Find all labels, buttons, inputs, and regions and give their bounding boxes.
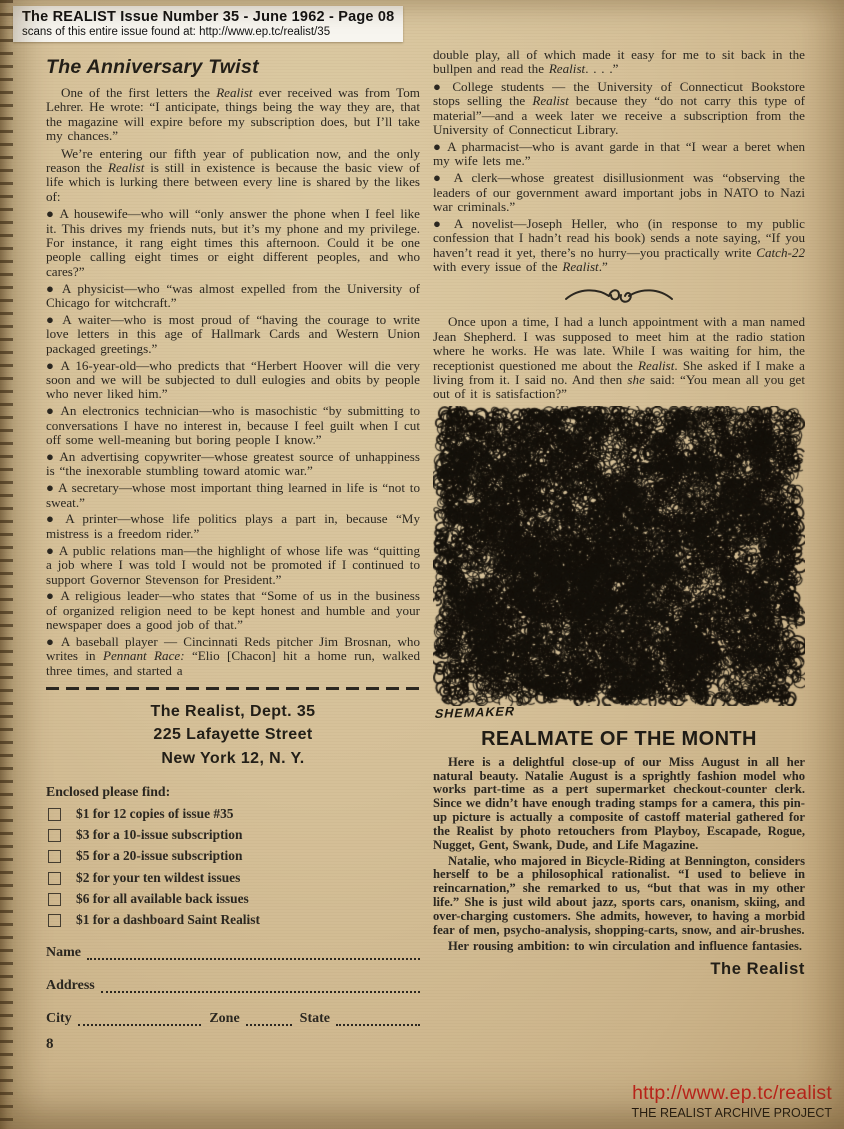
zone-fill-line: [246, 1012, 292, 1026]
magazine-signature: The Realist: [710, 959, 805, 978]
address-field-row: [46, 978, 420, 994]
address-fill-line: [101, 979, 420, 993]
archive-footer: [631, 1082, 832, 1120]
right-column: [433, 48, 805, 979]
scan-binding-edge: [0, 0, 13, 1129]
bullet-item: ● A baseball player — Cincinnati Reds pitcher Jim Brosnan, who writes in Pennant Race: “Elio [Chacon] hit a home run, walked three times, and started a: [46, 634, 421, 678]
bullet-item: ● An electronics technician—who is masochistic “by submitting to conversations I have no interest in, because I feel guilt when I cut off some well-meaning but boring people I know.”: [46, 403, 420, 447]
state-label: State: [299, 1010, 330, 1026]
coupon-cut-line: [46, 687, 420, 690]
coupon-option-list: [46, 807, 420, 928]
bullet-item: ● A novelist—Joseph Heller, who (in response to my public confession that I hadn’t read his book) sends a note saying, “If you haven’t read it yet, there’s no hurry—you practically write Catch-22 with every issue of the Realist.”: [433, 215, 805, 274]
coupon-option: [46, 807, 420, 822]
coupon-address: [46, 700, 420, 770]
checkbox-icon: [48, 850, 61, 863]
realmate-paragraph: Natalie, who majored in Bicycle-Riding at Bennington, considers herself to be a philosophical rationalist. “I used to believe in reincarnation,” she remarked to us, “but that was in my other life.” She is just wild about jazz, sports cars, onanism, skiing, and over-charging customers. She admits, however, to having a morbid fear of men, psycho-analysis, shopping-carts, snow, and air-brushes.: [433, 853, 805, 937]
checkbox-icon: [48, 914, 61, 927]
page-number: 8: [46, 1035, 54, 1052]
zone-label: Zone: [209, 1010, 240, 1026]
address-label: Address: [46, 977, 95, 993]
scribble-illustration: [433, 406, 805, 721]
bullet-item: ● College students — the University of Connecticut Bookstore stops selling the Realist because they “do not carry this type of material”—and a week later we receive a subscription from the University of Connecticut Library.: [433, 78, 805, 137]
realmate-paragraph: Here is a delightful close-up of our Miss August in all her natural beauty. Natalie August is a sprightly fashion model who works part-time as a pert supermarket checkout-counter clerk. Since we didn’t have enough trading stamps for a camera, this pin-up picture is actually a composite of castoff material gathered for the Realist by photo retouchers from Playboy, Escapade, Rogue, Nugget, Gent, Swank, Dude, and Life Magazine.: [433, 754, 805, 852]
bullet-item: ● A printer—whose life politics plays a part in, because “My mistress is a freedom rider.”: [46, 511, 420, 541]
continuation-paragraph: double play, all of which made it easy for me to sit back in the bullpen and read the Realist. . . .”: [433, 47, 805, 77]
checkbox-icon: [48, 808, 61, 821]
coupon-option: [46, 913, 420, 928]
article-paragraph: We’re entering our fifth year of publication now, and the only reason the Realist is still in existence is because the basic view of life which is lurking there between every line is shared by the likes of:: [46, 145, 420, 204]
bullet-item: ● A 16-year-old—who predicts that “Herbert Hoover will die very soon and we will be subjected to dull eulogies and obits by people who never liked him.”: [46, 357, 420, 402]
banner-scan-url: scans of this entire issue found at: http://www.ep.tc/realist/35: [22, 26, 331, 38]
bullet-item: ● A housewife—who will “only answer the phone when I feel like it. This drives my friends nuts, but it’s my phone and my privilege. For instance, it rang eight times this afternoon. Could it be one people calling eight times or eight different peoples, and who cares?”: [46, 206, 420, 279]
checkbox-icon: [48, 893, 61, 906]
coupon-option-label: $2 for your ten wildest issues: [76, 869, 241, 885]
city-zone-state-row: [46, 1011, 420, 1027]
bullet-item: ● A waiter—who is most proud of “having the courage to write love letters in this age of Hallmark Cards and Western Union packaged greetings.”: [46, 311, 420, 356]
right-bullet-list: [433, 80, 805, 275]
left-column: [46, 56, 420, 1053]
subscription-coupon: [46, 687, 420, 1026]
coupon-option-label: $5 for a 20-issue subscription: [76, 848, 243, 864]
coupon-option: [46, 871, 420, 886]
realmate-paragraph: Her rousing ambition: to win circulation and influence fantasies.: [448, 938, 803, 953]
coupon-address-line: 225 Lafayette Street: [153, 726, 313, 744]
article-paragraph: One of the first letters the Realist ever received was from Tom Lehrer. He wrote: “I anticipate, things being the way they are, that the magazine will expire before my subscription does, but I’ll take my chances.”: [46, 85, 420, 144]
coupon-address-line: The Realist, Dept. 35: [150, 703, 316, 721]
article-title: The Anniversary Twist: [46, 56, 259, 78]
coupon-address-line: New York 12, N. Y.: [161, 749, 305, 767]
coupon-intro: Enclosed please find:: [46, 783, 171, 799]
name-fill-line: [87, 946, 420, 960]
coupon-option: [46, 892, 420, 907]
checkbox-icon: [48, 872, 61, 885]
coupon-option: [46, 828, 420, 843]
scribble-canvas: [433, 406, 805, 706]
state-fill-line: [336, 1012, 420, 1026]
city-fill-line: [78, 1012, 202, 1026]
name-label: Name: [46, 944, 81, 960]
name-field-row: [46, 945, 420, 961]
anecdote-paragraph: Once upon a time, I had a lunch appointment with a man named Jean Shepherd. I was supposed to meet him at the radio station where he works. He was late. While I was waiting for him, the receptionist questioned me about the Realist. She asked if I make a living from it. I said no. And then she said: “You mean all you get out of it is satisfaction?”: [433, 314, 806, 402]
archive-project-label: THE REALIST ARCHIVE PROJECT: [631, 1106, 832, 1120]
coupon-option: [46, 849, 420, 864]
article-bullet-list: [46, 207, 420, 678]
bullet-item: ● A religious leader—who states that “Some of us in the business of organized religion need to be kept honest and humble and your newspaper does a good job of that.”: [46, 588, 420, 633]
checkbox-icon: [48, 829, 61, 842]
archive-banner: [13, 6, 403, 42]
bullet-item: ● A pharmacist—who is avant garde in that “I wear a beret when my wife lets me.”: [433, 138, 805, 169]
banner-title: The REALIST Issue Number 35 - June 1962 - Page 08: [22, 9, 395, 25]
coupon-option-label: $6 for all available back issues: [76, 890, 249, 906]
squiggle-divider-icon: [563, 283, 675, 307]
artist-signature: SHEMAKER: [433, 703, 517, 721]
realmate-paragraphs: [433, 756, 805, 954]
bullet-item: ● A physicist—who “was almost expelled from the University of Chicago for witchcraft.”: [46, 280, 420, 310]
coupon-option-label: $1 for 12 copies of issue #35: [76, 805, 234, 821]
bullet-item: ● A secretary—whose most important thing learned in life is “not to sweat.”: [46, 480, 420, 510]
realmate-title: REALMATE OF THE MONTH: [481, 727, 757, 750]
city-label: City: [46, 1010, 72, 1026]
bullet-item: ● A clerk—whose greatest disillusionment was “observing the leaders of our government award important jobs in NATO to Nazi war criminals.”: [433, 170, 805, 214]
bullet-item: ● A public relations man—the highlight of whose life was “quitting a job where I was told I would not be promoted if I continued to support Governor Stevenson for President.”: [46, 542, 420, 587]
realmate-section: [433, 728, 805, 954]
bullet-item: ● An advertising copywriter—whose greatest source of unhappiness is “the inexorable stumbling toward atomic war.”: [46, 448, 420, 479]
archive-url: http://www.ep.tc/realist: [632, 1082, 832, 1104]
coupon-option-label: $1 for a dashboard Saint Realist: [76, 911, 260, 927]
coupon-option-label: $3 for a 10-issue subscription: [76, 827, 243, 843]
